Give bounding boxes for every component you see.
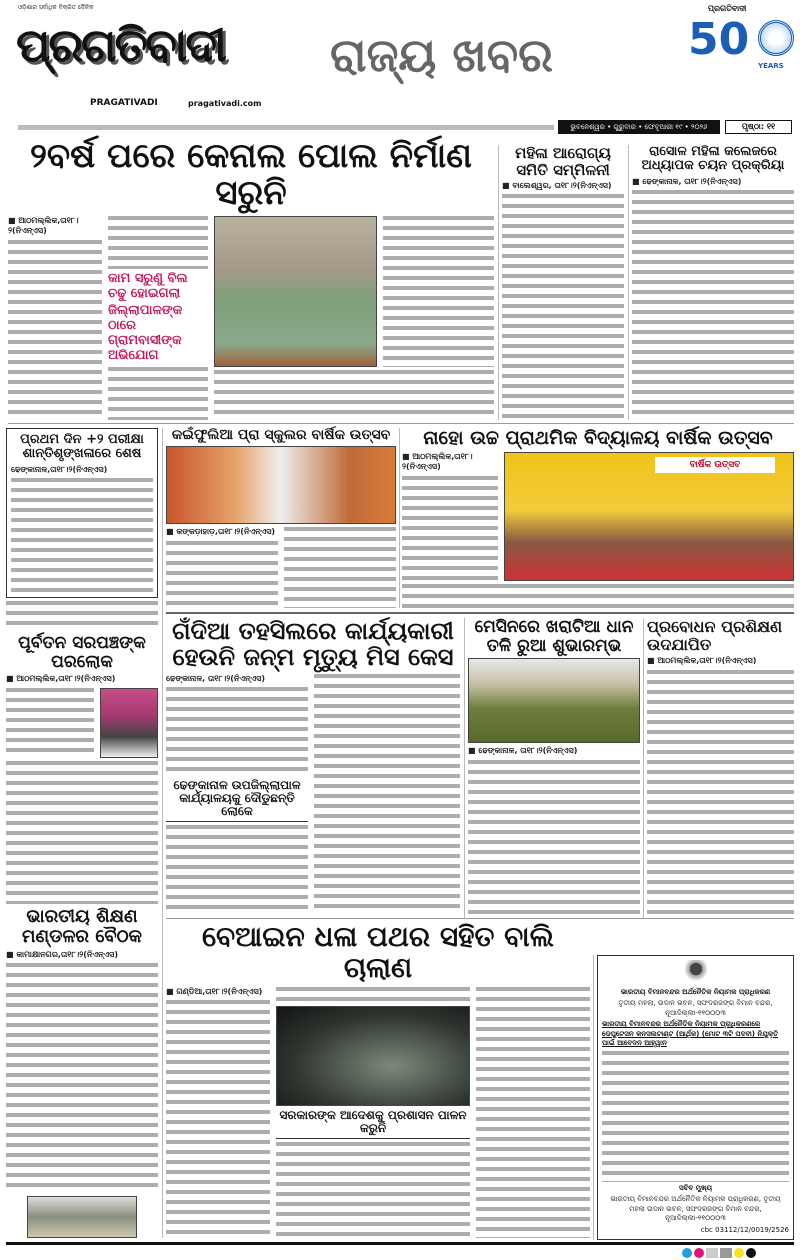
canal-bridge-photo <box>214 216 377 367</box>
article-body <box>6 963 158 1193</box>
notice-code: cbc 03112/12/0019/2526 <box>700 1225 789 1234</box>
mahila-story <box>502 145 624 420</box>
divider <box>276 1138 470 1139</box>
article-body <box>647 670 794 914</box>
article-body <box>632 190 794 420</box>
article-body <box>214 370 494 420</box>
anniv-label: YEARS <box>758 62 784 70</box>
function-photo <box>504 452 794 581</box>
left-column <box>6 428 158 1238</box>
notice-body <box>602 1051 789 1182</box>
column-divider <box>464 618 465 918</box>
column-divider <box>643 618 644 918</box>
headline: ନାହୋ ଉଚ୍ଚ ପ୍ରାଥମିକ ବିଦ୍ୟାଳୟ ବାର୍ଷିକ ଉତ୍ସବ <box>423 427 773 449</box>
divider <box>166 918 794 919</box>
national-emblem-icon <box>685 960 707 986</box>
divider <box>166 612 794 614</box>
column-divider <box>593 955 594 1240</box>
subhead: କାମ ସରୁଣୁ ବିଲ ଚଢୁ ହୋଇଗଲା <box>108 270 188 301</box>
article-body <box>476 987 590 1238</box>
dateline: ■ ଆଠମଲ୍ଲିକ,ତା୧୮।୨(ନିଏନ୍ଏସ) <box>8 215 79 236</box>
footer-rule <box>6 1242 794 1245</box>
column-divider <box>162 428 163 1238</box>
headline: ପ୍ରବୋଧନ ପ୍ରଶିକ୍ଷଣ ଉଦଯାପିତ <box>647 617 783 654</box>
article-body <box>166 687 308 776</box>
article-body <box>108 367 208 420</box>
article-body <box>468 760 640 914</box>
headline: କଇଁଫୁଲିଆ ପ୍ରା ସ୍କୁଲର ବାର୍ଷିକ ଉତ୍ସବ <box>171 427 391 443</box>
gray-swatch <box>706 1248 718 1258</box>
headline: ଗଁଦିଆ ତହସିଲରେ କାର୍ଯ୍ୟକାରୀ ହେଉନି ଜନ୍ମ ମୃତ୍ୟୁ ମିସ କେସ <box>172 617 454 672</box>
article-body <box>8 240 102 420</box>
article-body <box>166 825 308 914</box>
page-number: ପୃଷ୍ଠା: ୧୧ <box>725 120 792 134</box>
obituary-photo <box>100 688 158 758</box>
paddy-machine-photo <box>468 658 640 743</box>
photo-caption: ସରକାରଙ୍କ ଆଦେଶକୁ ପ୍ରଶାସନ ପାଳନ କରୁନି <box>279 1107 467 1135</box>
cyan-dot <box>682 1248 692 1258</box>
dateline: ଢେଙ୍କାନାଳ,ତା୧୮।୨(ନିଏନ୍ଏସ) <box>11 464 108 474</box>
article-body <box>276 1142 470 1238</box>
dateline: ଢେଙ୍କାନାଳ, ତା୧୮।୨(ନିଏନ୍ଏସ) <box>166 673 266 683</box>
tagline: ଓଡ଼ିଶାର ସର୍ବାଧିକ ବିକ୍ରିତ ଦୈନିକ <box>18 4 94 11</box>
black-dot <box>746 1248 756 1258</box>
article-body <box>276 987 470 1003</box>
article-body <box>6 761 158 905</box>
headline: ରାସୋଳ ମହିଳା କଲେଜରେ ଅଧ୍ୟାପକ ଚୟନ ପ୍ରକ୍ରିୟା <box>641 144 785 174</box>
article-body <box>314 674 460 914</box>
header-rule <box>18 125 554 130</box>
headline: ପ୍ରଥମ ଦିନ +୨ ପରୀକ୍ଷା ଶାନ୍ତିଶୃଙ୍ଖଳାରେ ଶେଷ <box>20 432 144 462</box>
notice-signer: ସଚିବ ମୁଖ୍ୟ <box>679 1183 712 1192</box>
article-body <box>11 478 153 593</box>
divider <box>166 821 308 822</box>
meeting-photo <box>27 1196 137 1238</box>
exam-box <box>6 428 158 598</box>
notice-title: ଭାରତୀୟ ବିମାନବନ୍ଦର ଅର୍ଥନୈତିକ ନିୟାମକ ପ୍ରାଧିକରଣରେ ଡେପୁଟେସନ କନସଲଟାଣ୍ଟ (ଆର୍ଥିକ) (ମୋଟ ୩ଟି ପଦବୀ) ନିଯୁକ୍ତି ପାଇଁ ଆବେଦନ ଆହ୍ୱାନ <box>602 1020 779 1048</box>
truck-photo <box>276 1006 470 1106</box>
column-divider <box>399 428 400 608</box>
article-body <box>166 1000 270 1238</box>
dateline: ■ ଢେଙ୍କାନାଳ, ତା୧୮।୨(ନିଏନ୍ଏସ) <box>468 746 578 756</box>
article-body <box>502 194 624 420</box>
article-body <box>402 584 794 608</box>
school-event-photo <box>166 446 396 524</box>
machine-story <box>468 618 640 914</box>
logo: ପ୍ରଗତିବାଦୀ <box>16 18 225 72</box>
kainfulia-story <box>166 428 396 608</box>
headline: ମହିଳା ଆରୋଗ୍ୟ ସମିତି ସମ୍ମିଳନୀ <box>515 144 611 179</box>
gray-swatch <box>720 1248 732 1258</box>
magenta-dot <box>694 1248 704 1258</box>
headline: ପୂର୍ବତନ ସରପଞ୍ଚଙ୍କ ପରଲୋକ <box>18 633 146 672</box>
bali-story <box>166 922 590 1238</box>
column-divider <box>628 145 629 420</box>
notice-address: ତୃତୀୟ ମହଲା, ଉଦାନ ଭବନ, ସଫଦରଜଙ୍ଗ ବିମାନ ବନ୍ଦର, ନୂଆଦିଲ୍ଲୀ-୧୧୦୦୦୩ <box>618 999 773 1017</box>
section-title: ରାଜ୍ୟ ଖବର <box>330 28 553 82</box>
dateline: ■ ଆଠମଲ୍ଲିକ,ତା୧୮।୨(ନିଏନ୍ଏସ) <box>402 451 473 472</box>
dateline: ■ ଆଠମଲ୍ଲିକ,ତା୧୮।୨(ନିଏନ୍ଏସ) <box>6 674 116 684</box>
emblem-icon <box>758 20 794 56</box>
divider <box>8 423 794 424</box>
yellow-dot <box>734 1248 744 1258</box>
rasol-story <box>632 145 794 420</box>
notice-footer-address: ଭାରତୀୟ ବିମାନବନ୍ଦର ଅର୍ଥନୈତିକ ନିୟାମକ ପ୍ରାଧିକରଣ, ତୃତୀୟ ମହଲା ଉଦାନ ଭବନ, ସଫଦରଜଙ୍ଗ ବିମାନ ବନ୍ଦର, ନୂଆଦିଲ୍ଲୀ-୧୧୦୦୦୩ <box>610 1195 781 1223</box>
lead-story <box>8 138 494 420</box>
headline: ବେଆଇନ ଧଳା ପଥର ସହିତ ବାଲି ଚାଲାଣ <box>201 920 555 984</box>
dateline: ■ ଢେଙ୍କାନାଳ, ତା୧୮।୨(ନିଏନ୍ଏସ) <box>632 176 742 186</box>
naho-story <box>402 428 794 608</box>
anniv-top: ପ୍ରଗତିବାଦୀ <box>708 4 747 13</box>
date-line: ଭୁବନେଶ୍ୱର • ଗୁରୁବାର • ଫେବୃଆରୀ ୧୯ • ୨୦୨୬ <box>558 120 720 134</box>
article-body <box>166 541 278 608</box>
anniv-number: 50 <box>688 14 750 65</box>
article-body <box>284 527 396 608</box>
article-body <box>402 476 498 581</box>
headline: ମେସିନରେ ଖରାଟିଆ ଧାନ ତଳି ରୁଆ ଶୁଭାରମ୍ଭ <box>474 617 634 656</box>
subhead: ଢେଙ୍କାନାଳ ଉପଜିଲ୍ଲାପାଳ କାର୍ଯ୍ୟାଳୟକୁ ଦୌଡୁଛନ୍ତି ଲୋକେ <box>173 777 301 819</box>
column-divider <box>498 145 499 420</box>
subhead: ଜିଲ୍ଲାପାଳଙ୍କ ଠାରେ ଗ୍ରାମବାସୀଙ୍କ ଅଭିଯୋଗ <box>108 303 183 364</box>
dateline: ■ ବାଲେଶ୍ୱର, ତା୧୮।୨(ନିଏନ୍ଏସ) <box>502 181 612 190</box>
tender-notice <box>597 955 794 1240</box>
color-registration-marks <box>682 1248 756 1258</box>
article-body <box>6 688 94 758</box>
website[interactable]: pragativadi.com <box>188 99 262 108</box>
event-banner: ବାର୍ଷିକ ଉତ୍ସବ <box>655 457 775 473</box>
dateline: ■ ଗଣ୍ଡିଆ,ତା୧୮।୨(ନିଏନ୍ଏସ) <box>166 986 263 996</box>
logo-en: PRAGATIVADI <box>90 98 158 108</box>
article-body <box>383 216 494 367</box>
lead-headline: ୨ବର୍ଷ ପରେ କେନାଲ ପୋଲ ନିର୍ମାଣ ସରୁନି <box>30 136 472 214</box>
notice-org: ଭାରତୀୟ ବିମାନବନ୍ଦର ଅର୍ଥନୈତିକ ନିୟାମକ ପ୍ରାଧିକରଣ <box>620 988 771 996</box>
gondia-story <box>166 618 460 914</box>
prabodhan-story <box>647 618 794 914</box>
dateline: ■ କଙ୍କଡ଼ାହାଡ଼,ତା୧୮।୨(ନିଏନ୍ଏସ) <box>166 527 276 537</box>
dateline: ■ କାମାକ୍ଷାନଗର,ତା୧୮।୨(ନିଏନ୍ଏସ) <box>6 949 119 959</box>
anniversary-badge <box>688 4 796 116</box>
article-body <box>108 216 208 269</box>
headline: ଭାରତୀୟ ଶିକ୍ଷଣ ମଣ୍ଡଳର ବୈଠକ <box>22 906 142 948</box>
dateline: ■ ଆଠମଲ୍ଲିକ,ତା୧୮।୨(ନିଏନ୍ଏସ) <box>647 656 757 666</box>
article-body <box>6 601 158 631</box>
